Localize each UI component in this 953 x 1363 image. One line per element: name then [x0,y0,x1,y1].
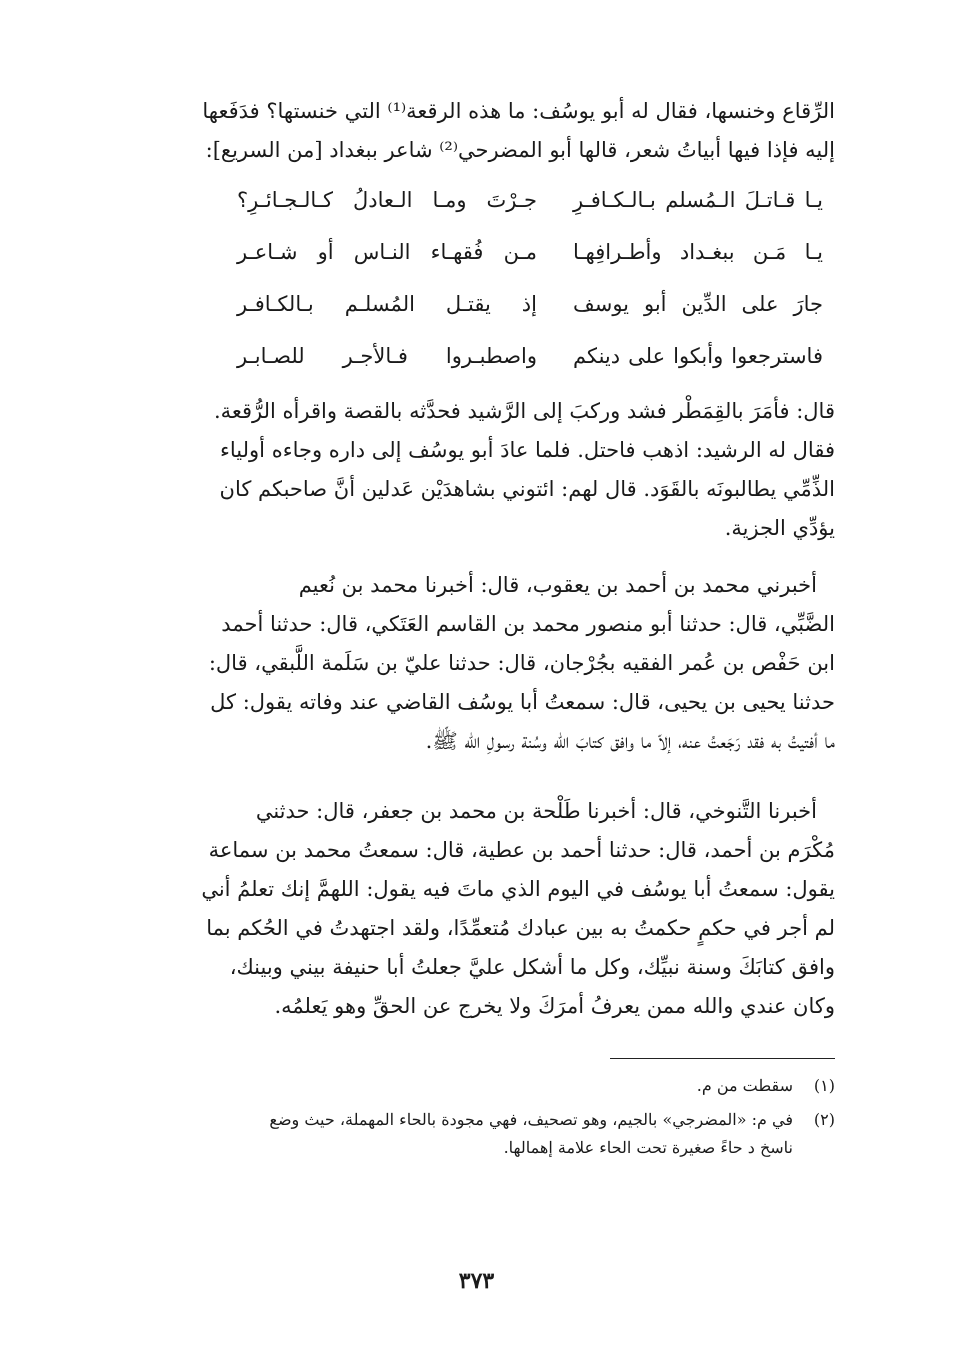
text-line: أخبرنا التَّنوخي، قال: أخبرنا طَلْحة بن محمد بن جعفر، قال: حدثني [255,799,817,823]
footnote [120,1072,835,1100]
verse-line [120,344,835,396]
text-line: ما أفتيتُ به فقد رَجَعتُ عنه، إلاّ ما وافق كتابَ الله وسُنة رسولِ الله ﷺ. [425,729,835,753]
text-line: إليه فإذا فيها أبياتُ شعر، قالها أبو المضرحي⁽²⁾ شاعر ببغداد [من السريع]: [205,138,835,162]
footnote-number: (١) [813,1076,835,1095]
verse-first-hemistich: جارَ على الدِّين أبو يوسف [573,292,823,316]
poem-verses [120,188,835,396]
text-line: أخبرني محمد بن أحمد بن يعقوب، قال: أخبرنا محمد بن نُعيم [298,573,817,597]
verse-second-hemistich: مـن فُقهـاء النـاس أو شـاعـر [237,240,537,264]
verse-line [120,240,835,292]
verse-second-hemistich: جـرْتَ ومـا الـعادلُ كـالـجـائـرِ؟ [237,188,537,212]
footnote-text: ناسخ د حاءً صغيرة تحت الحاء علامة إهمالها. [503,1138,793,1157]
text-line: يقول: سمعتُ أبا يوسُف في اليوم الذي ماتَ فيه يقول: اللهمَّ إنك تعلمُ أني [201,877,835,901]
verse-line [120,188,835,240]
text-line: قال: فأمَرَ بالقِمَطْر فشد وركبَ إلى الرَّشيد فحدَّثه بالقصة واقرأه الرُّقعة. [213,399,835,423]
text-line: الضَّبِّي، قال: حدثنا أبو منصور محمد بن القاسم العَتَكي، قال: حدثنا أحمد [221,612,835,636]
page-number: ٣٧٣ [458,1268,495,1294]
text-line: ابن حَفْص بن عُمر الفقيه بجُرْجان، قال: حدثنا عليّ بن سَلَمة اللَّبقي، قال: [208,651,835,675]
text-line: يؤدِّي الجزية. [724,516,835,540]
text-line: الذِّمِّي يطالبونَه بالقَوَد. قال لهم: ائتوني بشاهدَيْن عَدلين أنَّ صاحبكم كان [219,477,835,501]
text-line: الرِّقاع وخنسها، فقال له أبو يوسُف: ما هذه الرقعة⁽¹⁾ التي خنستها؟ فدَفَعها [202,99,835,123]
footnote-separator [610,1058,835,1059]
verse-second-hemistich: إذ يقتـل المُسلـم بـالكـافـر [237,292,537,316]
verse-first-hemistich: يـا قـاتـلَ الـمُسلم بـالـكـافـرِ [573,188,823,212]
verse-second-hemistich: واصطبـروا فـالأجـر للصـابـر [237,344,537,368]
text-line: وافق كتابَكَ وسنة نبيِّك، وكل ما أشكل عليَّ جعلتُ أبا حنيفة بيني وبينك، [229,955,835,979]
verse-line [120,292,835,344]
text-line: مُكْرَم بن أحمد، قال: حدثنا أحمد بن عطية، قال: سمعتُ محمد بن سماعة [208,838,835,862]
verse-first-hemistich: يـا مَـن ببغـداد وأطـرافِهـا [573,240,823,264]
paragraph-rashid [120,392,835,548]
footnote [120,1106,835,1162]
footnote-text: سقطت من م. [696,1076,793,1095]
text-line: لم أجر في حكمٍ حكمتُ به بين عبادك مُتعمِّدًا، ولقد اجتهدتُ في الحُكم بما [206,916,835,940]
footnotes [120,1072,835,1162]
footnote-number: (٢) [813,1110,835,1129]
paragraph-intro [120,92,835,170]
paragraph-narration-2 [120,792,835,1026]
text-line: وكان عندي والله ممن يعرفُ أمرَكَ ولا يخرج عن الحقِّ وهو يَعلمُه. [274,994,835,1018]
text-line: فقال له الرشيد: اذهب فاحتل. فلما عادَ أبو يوسُف إلى داره وجاءه أولياء [220,438,835,462]
verse-first-hemistich: فاسترجعوا وأبكوا على دينكم [573,344,823,368]
paragraph-narration-1 [120,566,835,761]
text-line: حدثنا يحيى بن يحيى، قال: سمعتُ أبا يوسُف القاضي عند وفاته يقول: كل [210,690,835,714]
footnote-text: في م: «المضرجي» بالجيم، وهو تصحيف، فهي مجودة بالحاء المهملة، حيث وضع [269,1110,793,1129]
